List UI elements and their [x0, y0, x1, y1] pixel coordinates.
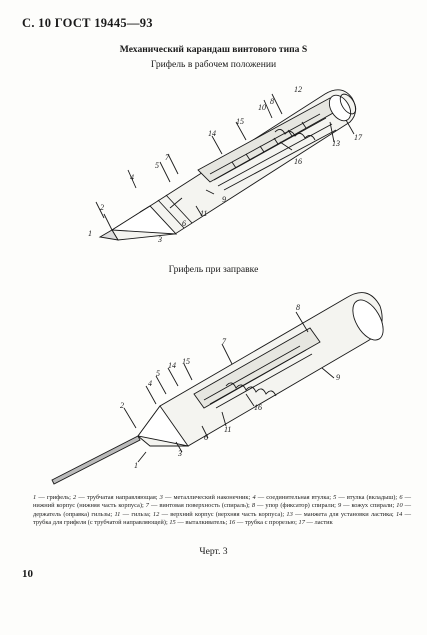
callout-14: 14	[208, 129, 216, 138]
callout-9: 9	[336, 373, 340, 382]
legend-item: 14 — трубка для грифеля (с трубчатой направляющей);	[33, 510, 412, 527]
callout-2: 2	[100, 203, 104, 212]
callout-7: 7	[222, 337, 226, 346]
legend-item: 10 — держатель (оправка) гильзы;	[33, 502, 412, 518]
page-header: С. 10 ГОСТ 19445—93	[22, 16, 153, 30]
callout-8: 8	[296, 303, 300, 312]
callout-16: 16	[294, 157, 302, 166]
legend-item: 17 — ластик	[298, 519, 333, 527]
figure-subtitle-refill-position: Грифель при заправке	[168, 264, 259, 275]
callout-4: 4	[130, 173, 134, 182]
figure-pencil-refill-position	[0, 276, 427, 486]
legend-item: 3 — металлический наконечник;	[159, 494, 253, 501]
legend-item: 13 — манжета для установки ластика;	[286, 510, 396, 518]
callout-7: 7	[165, 153, 169, 162]
figure-title: Механический карандаш винтового типа S	[119, 44, 308, 55]
callout-15: 15	[182, 357, 190, 366]
legend-item: 4 — соединительная втулка;	[252, 494, 334, 501]
legend-item: 6 — нижний корпус (нижняя часть корпуса);	[33, 494, 412, 510]
callout-1: 1	[134, 461, 138, 470]
callout-17: 17	[354, 133, 362, 142]
callout-15: 15	[236, 117, 244, 126]
callout-2: 2	[120, 401, 124, 410]
legend-item: 8 — упор (фиксатор) спирали;	[251, 502, 338, 510]
callout-8: 8	[270, 97, 274, 106]
callout-4: 4	[148, 379, 152, 388]
callout-9: 9	[222, 195, 226, 204]
legend-item: 5 — втулка (вкладыш);	[333, 494, 400, 501]
callout-3: 3	[178, 449, 182, 458]
callout-5: 5	[156, 369, 160, 378]
callout-3: 3	[158, 235, 162, 244]
legend-item: 11 — гильза;	[114, 510, 153, 518]
callout-5: 5	[155, 161, 159, 170]
callout-6: 6	[204, 433, 208, 442]
legend-item: 1 — грифель;	[33, 494, 74, 501]
callout-12: 12	[294, 85, 302, 94]
callout-1: 1	[88, 229, 92, 238]
callout-6: 6	[182, 219, 186, 228]
legend-item: 15 — выталкиватель;	[169, 519, 229, 527]
page-number: 10	[22, 568, 33, 580]
legend-item: 12 — верхний корпус (верхняя часть корпуса);	[152, 510, 287, 518]
callout-11: 11	[200, 209, 208, 218]
callout-16: 16	[254, 403, 262, 412]
figure-pencil-working-position	[0, 70, 427, 260]
callout-13: 13	[332, 139, 340, 148]
drawing-caption: Черт. 3	[199, 546, 228, 557]
legend	[33, 494, 411, 528]
callout-14: 14	[168, 361, 176, 370]
callout-11: 11	[224, 425, 232, 434]
legend-item: 7 — винтовая поверхность (спираль);	[145, 502, 252, 510]
legend-item: 2 — трубчатая направляющая;	[73, 494, 160, 501]
legend-item: 9 — кожух спирали;	[337, 502, 397, 510]
figure-subtitle-working-position: Грифель в рабочем положении	[150, 59, 277, 70]
legend-item: 16 — трубка с прорезью;	[228, 519, 299, 527]
callout-10: 10	[258, 103, 266, 112]
